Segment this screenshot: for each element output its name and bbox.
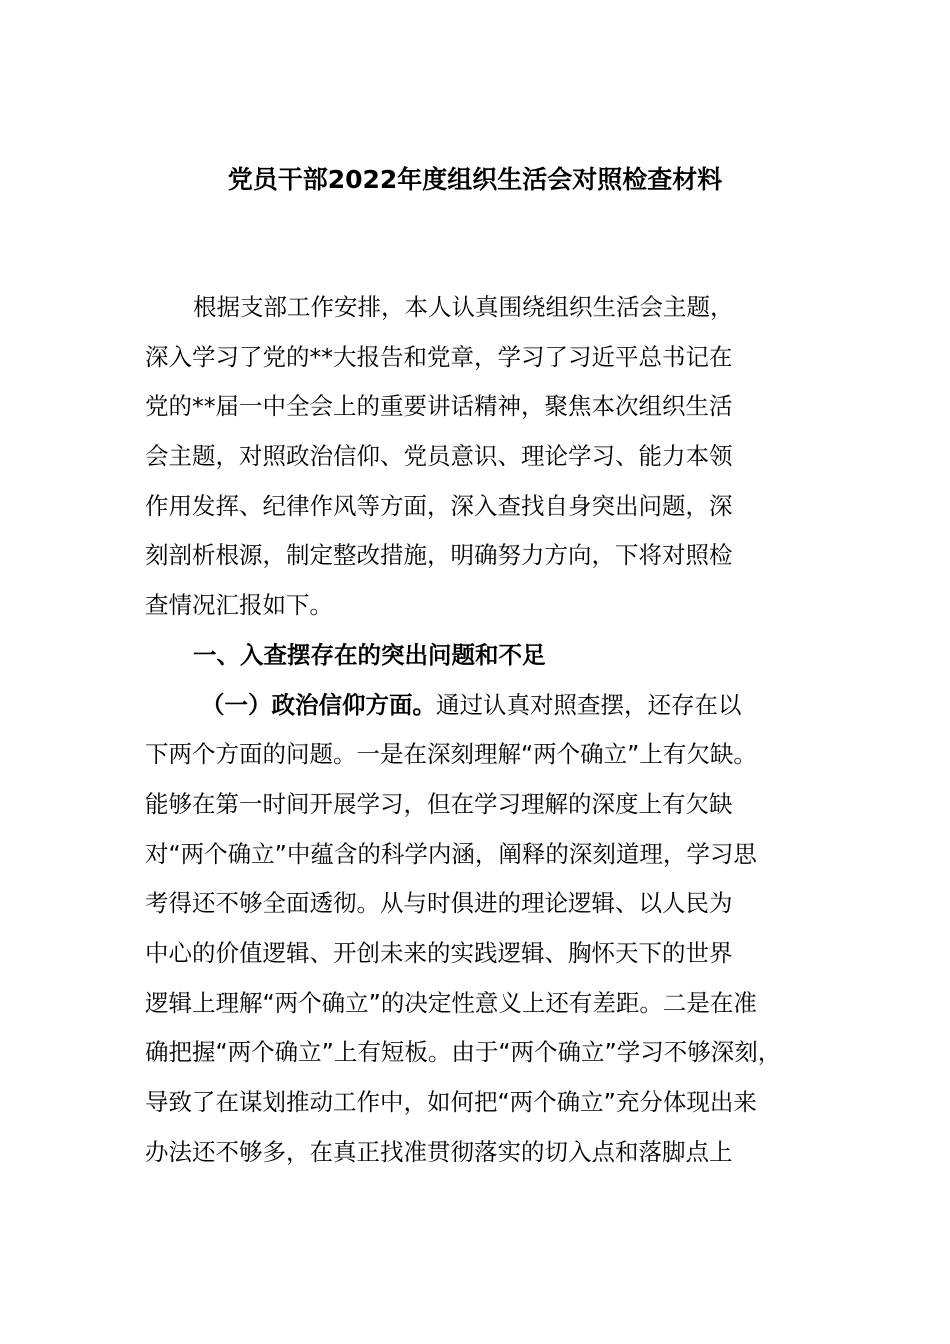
- paragraph-line: 查情况汇报如下。: [145, 591, 333, 620]
- paragraph-line: 作用发挥、纪律作风等方面，深入查找自身突出问题，深: [145, 491, 733, 520]
- paragraph-line: 下两个方面的问题。一是在深刻理解“两个确立”上有欠缺。: [145, 740, 757, 769]
- paragraph-line: 办法还不够多，在真正找准贯彻落实的切入点和落脚点上: [145, 1137, 733, 1166]
- paragraph-line: 逻辑上理解“两个确立”的决定性意义上还有差距。二是在准: [145, 988, 757, 1017]
- subsection-label: （一）政治信仰方面。: [201, 690, 436, 719]
- paragraph-line: 党的**届一中全会上的重要讲话精神，聚焦本次组织生活: [145, 392, 733, 421]
- paragraph-line: 会主题，对照政治信仰、党员意识、理论学习、能力本领: [145, 442, 733, 471]
- paragraph-line: 导致了在谋划推动工作中，如何把“两个确立”充分体现出来: [145, 1088, 757, 1116]
- paragraph-line: 刻剖析根源，制定整改措施，明确努力方向，下将对照检: [145, 541, 733, 570]
- subsection-text: 通过认真对照查摆，还存在以: [436, 690, 742, 719]
- paragraph-line: 能够在第一时间开展学习，但在学习理解的深度上有欠缺: [145, 789, 733, 818]
- document-title: 党员干部2022年度组织生活会对照检查材料: [227, 165, 723, 194]
- paragraph-line: 根据支部工作安排，本人认真围绕组织生活会主题，: [193, 293, 734, 321]
- document-body: [145, 283, 845, 1177]
- subsection-first-line: [145, 681, 845, 731]
- paragraph-line: 深入学习了党的**大报告和党章，学习了习近平总书记在: [145, 342, 733, 371]
- paragraph-line: 中心的价值逻辑、开创未来的实践逻辑、胸怀天下的世界: [145, 938, 733, 967]
- paragraph-line: 确把握“两个确立”上有短板。由于“两个确立”学习不够深刻，: [145, 1038, 782, 1067]
- paragraph-line: 对“两个确立”中蕴含的科学内涵，阐释的深刻道理，学习思: [145, 839, 757, 868]
- section-heading: 一、入查摆存在的突出问题和不足: [193, 640, 546, 669]
- paragraph-line: 考得还不够全面透彻。从与时俱进的理论逻辑、以人民为: [145, 889, 733, 918]
